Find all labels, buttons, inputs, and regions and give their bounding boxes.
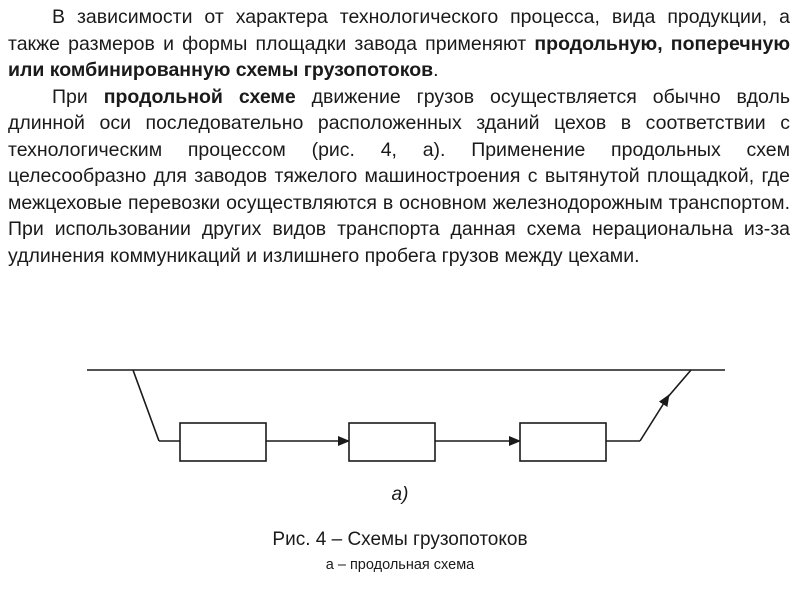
workshop-box-2 <box>349 423 435 461</box>
figure-subcaption: а – продольная схема <box>325 557 475 573</box>
workshop-box-3 <box>520 423 606 461</box>
paragraph-1-text-start: В зависимости от характера технологического процесса, вида продукции, а также размеров и формы площадки завода применяют <box>8 6 790 55</box>
workshop-box-1 <box>180 423 266 461</box>
paragraph-2 <box>8 84 790 270</box>
paragraph-1 <box>8 4 790 84</box>
paragraph-1-text-end: . <box>433 59 439 81</box>
paragraph-2-text-start: При <box>52 85 104 108</box>
body-text <box>8 4 790 269</box>
branch-right-arrow <box>640 395 669 441</box>
paragraph-1-bold-terms: продольную, поперечную или комбинированную схемы грузопотоков <box>8 32 790 81</box>
figure-caption: Рис. 4 – Схемы грузопотоков <box>272 529 528 550</box>
branch-right-line <box>667 370 691 398</box>
paragraph-2-text-end: движение грузов осуществляется обычно вдоль длинной оси последовательно расположенных зданий цехов в соответствии с технологическим процессом (рис. 4, а). Применение продольных схем целесообразно для заводов тяжелого машиностроения с вытянутой площадкой, где межцеховые перевозки осуществляются в основном железнодорожным транспортом. При использовании других видов транспорта данная схема нерациональна из-за удлинения коммуникаций и излишнего пробега грузов между цехами. <box>8 85 790 267</box>
paragraph-2-bold-term: продольной схеме <box>103 85 296 108</box>
branch-left-line <box>133 370 159 441</box>
flow-diagram <box>0 350 800 480</box>
figure-panel-label: а) <box>391 484 409 505</box>
